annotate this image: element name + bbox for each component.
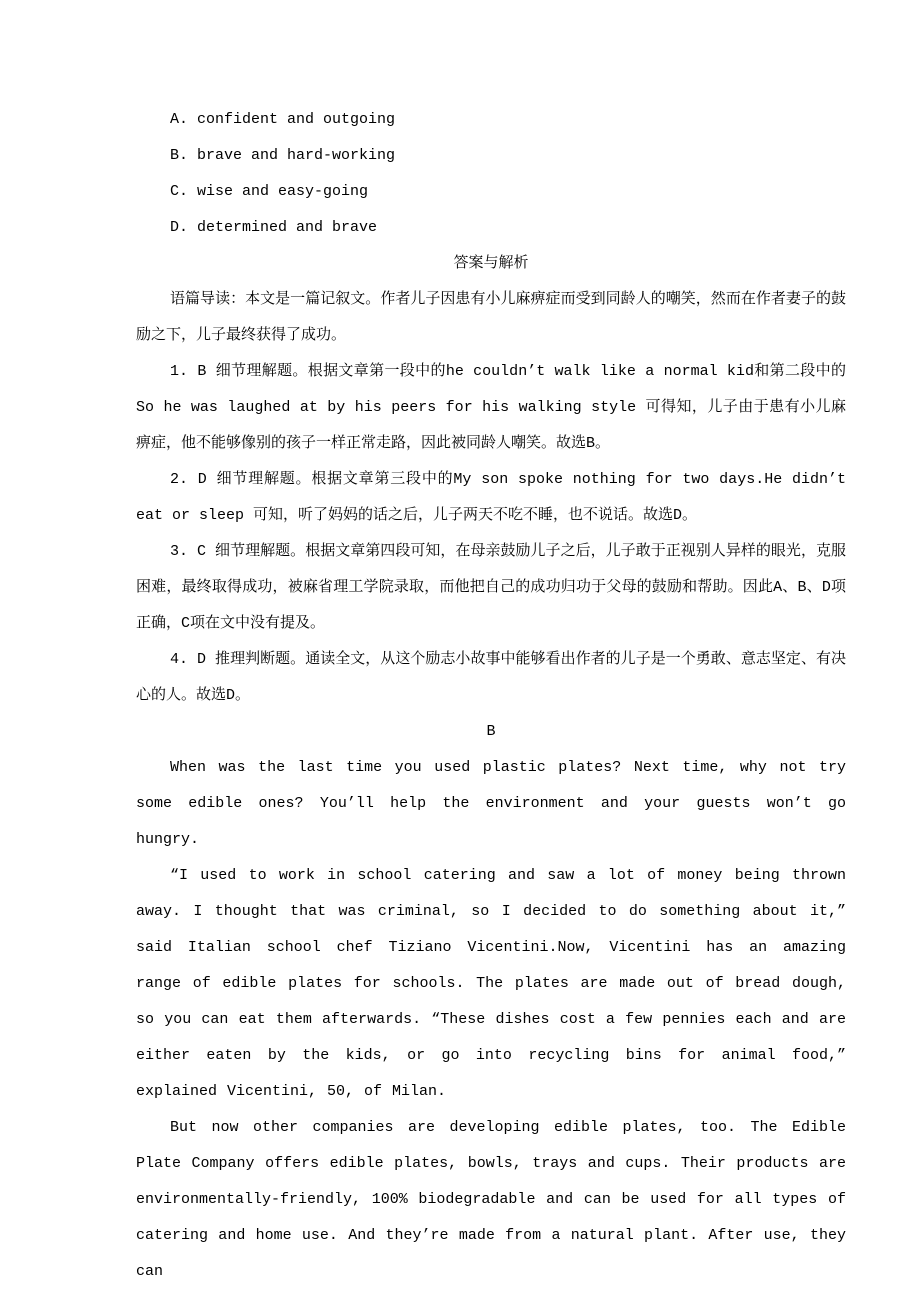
explanation-item-1: 1. B 细节理解题。根据文章第一段中的he couldn’t walk like a normal kid和第二段中的So he was laughed at by his peers for his walking style 可得知，儿子由于患有小儿麻痹症，他不能够像别的孩子一样正常走路，因此被同龄人嘲笑。故选B。 [136, 363, 846, 452]
answers-analysis-heading: 答案与解析 [453, 255, 529, 272]
answer-option-list [136, 102, 846, 246]
passage-overview-intro: 语篇导读：本文是一篇记叙文。作者儿子因患有小儿麻痹症而受到同龄人的嘲笑，然而在作者妻子的鼓励之下，儿子最终获得了成功。 [136, 291, 846, 344]
option-b: B. brave and hard-working [170, 147, 396, 164]
reading-paragraph-2: “I used to work in school catering and saw a lot of money being thrown away. I thought that was criminal, so I decided to do something about it,” said Italian school chef Tiziano Vicentini.Now, Vicentini has an amazing range of edible plates for schools. The plates are made out of bread dough, so you can eat them afterwards. “These dishes cost a few pennies each and are either eaten by the kids, or go into recycling bins for animal food,” explained Vicentini, 50, of Milan. [136, 867, 846, 1100]
option-a: A. confident and outgoing [170, 111, 396, 128]
explanation-item-3: 3. C 细节理解题。根据文章第四段可知，在母亲鼓励儿子之后，儿子敢于正视别人异样的眼光，克服困难，最终取得成功，被麻省理工学院录取，而他把自己的成功归功于父母的鼓励和帮助。因此A、B、D项正确，C项在文中没有提及。 [136, 543, 846, 632]
explanation-item-4: 4. D 推理判断题。通读全文，从这个励志小故事中能够看出作者的儿子是一个勇敢、意志坚定、有决心的人。故选D。 [136, 651, 846, 704]
option-d: D. determined and brave [170, 219, 378, 236]
reading-paragraph-1: When was the last time you used plastic plates? Next time, why not try some edible ones? You’ll help the environment and your guests won’t go hungry. [136, 759, 846, 848]
option-c: C. wise and easy-going [170, 183, 369, 200]
section-b-heading: B [486, 723, 496, 740]
reading-paragraph-3: But now other companies are developing edible plates, too. The Edible Plate Company offers edible plates, bowls, trays and cups. Their products are environmentally-friendly, 100% biodegradable and can be used for all types of catering and home use. And they’re made from a natural plant. After use, they can [136, 1119, 846, 1280]
explanation-item-2: 2. D 细节理解题。根据文章第三段中的My son spoke nothing for two days.He didn’t eat or sleep 可知，听了妈妈的话之后，儿子两天不吃不睡，也不说话。故选D。 [136, 471, 846, 524]
